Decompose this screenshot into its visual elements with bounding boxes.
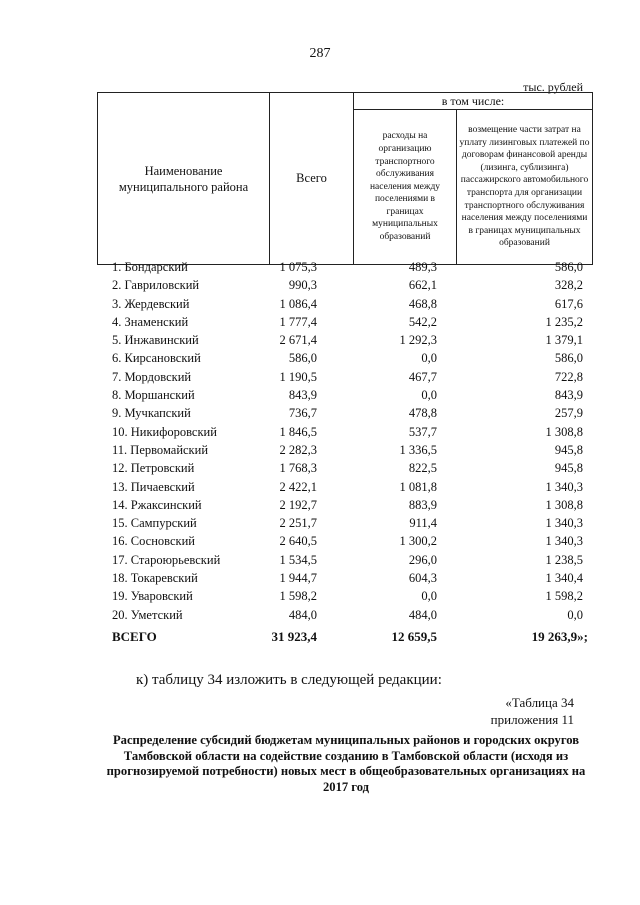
- row-name: 13. Пичаевский: [112, 479, 195, 494]
- row-name: 15. Сампурский: [112, 516, 197, 531]
- header-col-a: расходы на организацию транспортного обслуживания населения между поселениями в границах муниципальных образований: [354, 110, 457, 265]
- row-col-a: 0,0: [421, 388, 437, 403]
- table-header: [97, 92, 593, 265]
- row-name: 11. Первомайский: [112, 442, 209, 457]
- row-col-a: 662,1: [408, 278, 437, 293]
- row-col-b: 945,8: [554, 461, 583, 476]
- row-col-a: 489,3: [408, 260, 437, 274]
- table-ref-line1: «Таблица 34: [505, 695, 574, 710]
- row-total: 1 190,5: [279, 369, 317, 384]
- row-col-b: 617,6: [554, 296, 583, 311]
- row-col-a: 604,3: [408, 571, 437, 586]
- total-sum: 31 923,4: [271, 628, 317, 644]
- row-total: 736,7: [288, 406, 317, 421]
- row-col-b: 1 238,5: [545, 552, 583, 567]
- row-name: 3. Жердевский: [112, 296, 190, 311]
- row-total: 484,0: [288, 607, 317, 622]
- row-name: 7. Мордовский: [112, 369, 192, 384]
- row-name: 8. Моршанский: [112, 388, 195, 403]
- row-total: 1 846,5: [279, 424, 317, 439]
- table-row: [97, 478, 592, 496]
- table-row: [97, 606, 592, 624]
- table-row: [97, 532, 592, 550]
- row-col-a: 468,8: [408, 296, 437, 311]
- row-name: 19. Уваровский: [112, 589, 193, 604]
- row-name: 1. Бондарский: [112, 260, 188, 274]
- section-title: Распределение субсидий бюджетам муниципальных районов и городских округов Тамбовской области на содействие созданию в Тамбовской области (исходя из прогнозируемой потребности) новых мест в общеобразовательных организациях на 2017 год: [106, 733, 586, 794]
- row-total: 2 251,7: [279, 516, 317, 531]
- row-col-b: 1 340,4: [545, 571, 583, 586]
- table-body: [97, 258, 592, 646]
- table-row: [97, 496, 592, 514]
- row-name: 20. Уметский: [112, 607, 183, 622]
- row-col-a: 1 336,5: [399, 442, 437, 457]
- header-col-b: возмещение части затрат на уплату лизинговых платежей по договорам финансовой аренды (лизинга, сублизинга) пассажирского автомобильного транспорта для организации транспортного обслуживания населения между поселениями в границах муниципальных образований: [457, 110, 593, 265]
- row-name: 9. Мучкапский: [112, 406, 191, 421]
- table-row: [97, 569, 592, 587]
- row-name: 4. Знаменский: [112, 314, 189, 329]
- row-col-a: 467,7: [408, 369, 437, 384]
- table-row: [97, 276, 592, 294]
- row-col-b: 1 340,3: [545, 479, 583, 494]
- row-total: 1 598,2: [279, 589, 317, 604]
- table-reference: [491, 694, 574, 728]
- row-name: 17. Староюрьевский: [112, 552, 221, 567]
- table-total-row: [97, 628, 592, 646]
- row-col-a: 1 300,2: [399, 534, 437, 549]
- row-col-b: 1 379,1: [545, 333, 583, 348]
- row-total: 586,0: [288, 351, 317, 366]
- row-col-a: 0,0: [421, 589, 437, 604]
- table-row: [97, 295, 592, 313]
- row-total: 1 944,7: [279, 571, 317, 586]
- row-col-b: 722,8: [554, 369, 583, 384]
- row-total: 2 671,4: [279, 333, 317, 348]
- instruction-text: к) таблицу 34 изложить в следующей редакции:: [136, 672, 442, 688]
- row-col-b: 1 235,2: [545, 314, 583, 329]
- row-col-b: 945,8: [554, 442, 583, 457]
- table-row: [97, 386, 592, 404]
- row-col-b: 0,0: [567, 607, 583, 622]
- row-col-b: 328,2: [554, 278, 583, 293]
- total-col-a: 12 659,5: [391, 628, 437, 644]
- row-col-b: 1 340,3: [545, 534, 583, 549]
- row-col-a: 1 081,8: [399, 479, 437, 494]
- page-number: 287: [309, 46, 331, 61]
- row-col-a: 0,0: [421, 351, 437, 366]
- row-total: 1 777,4: [279, 314, 317, 329]
- row-col-a: 911,4: [409, 516, 437, 531]
- row-col-a: 537,7: [408, 424, 437, 439]
- row-total: 990,3: [288, 278, 317, 293]
- header-total: Всего: [270, 93, 354, 265]
- row-col-b: 257,9: [554, 406, 583, 421]
- header-including: в том числе:: [354, 93, 593, 110]
- row-col-b: 1 598,2: [545, 589, 583, 604]
- table-row: [97, 441, 592, 459]
- row-col-a: 296,0: [408, 552, 437, 567]
- row-name: 10. Никифоровский: [112, 424, 217, 439]
- row-name: 12. Петровский: [112, 461, 195, 476]
- table-row: [97, 313, 592, 331]
- row-total: 2 422,1: [279, 479, 317, 494]
- row-col-a: 822,5: [408, 461, 437, 476]
- row-col-a: 1 292,3: [399, 333, 437, 348]
- row-col-b: 1 308,8: [545, 424, 583, 439]
- total-label: ВСЕГО: [112, 628, 157, 644]
- row-col-a: 883,9: [408, 497, 437, 512]
- table-row: [97, 423, 592, 441]
- row-total: 1 768,3: [279, 461, 317, 476]
- row-col-a: 478,8: [408, 406, 437, 421]
- row-name: 5. Инжавинский: [112, 333, 199, 348]
- table-row: [97, 404, 592, 422]
- total-col-b: 19 263,9»;: [531, 628, 588, 644]
- row-total: 843,9: [288, 388, 317, 403]
- row-col-a: 484,0: [408, 607, 437, 622]
- row-total: 2 640,5: [279, 534, 317, 549]
- table-row: [97, 331, 592, 349]
- row-col-a: 542,2: [408, 314, 437, 329]
- row-col-b: 1 308,8: [545, 497, 583, 512]
- table-row: [97, 258, 592, 276]
- table-row: [97, 587, 592, 605]
- units-label: тыс. рублей: [523, 80, 583, 94]
- row-total: 2 282,3: [279, 442, 317, 457]
- row-col-b: 1 340,3: [545, 516, 583, 531]
- row-name: 18. Токаревский: [112, 571, 198, 586]
- table-row: [97, 551, 592, 569]
- row-col-b: 586,0: [554, 260, 583, 274]
- row-total: 1 534,5: [279, 552, 317, 567]
- table-ref-line2: приложения 11: [490, 712, 574, 727]
- row-name: 6. Кирсановский: [112, 351, 201, 366]
- row-name: 14. Ржаксинский: [112, 497, 202, 512]
- row-name: 16. Сосновский: [112, 534, 195, 549]
- table-row: [97, 459, 592, 477]
- row-total: 2 192,7: [279, 497, 317, 512]
- header-name: Наименование муниципального района: [98, 93, 270, 265]
- table-row: [97, 368, 592, 386]
- table-row: [97, 514, 592, 532]
- row-total: 1 075,3: [279, 260, 317, 274]
- row-name: 2. Гавриловский: [112, 278, 200, 293]
- row-col-b: 586,0: [554, 351, 583, 366]
- row-total: 1 086,4: [279, 296, 317, 311]
- table-row: [97, 349, 592, 367]
- row-col-b: 843,9: [554, 388, 583, 403]
